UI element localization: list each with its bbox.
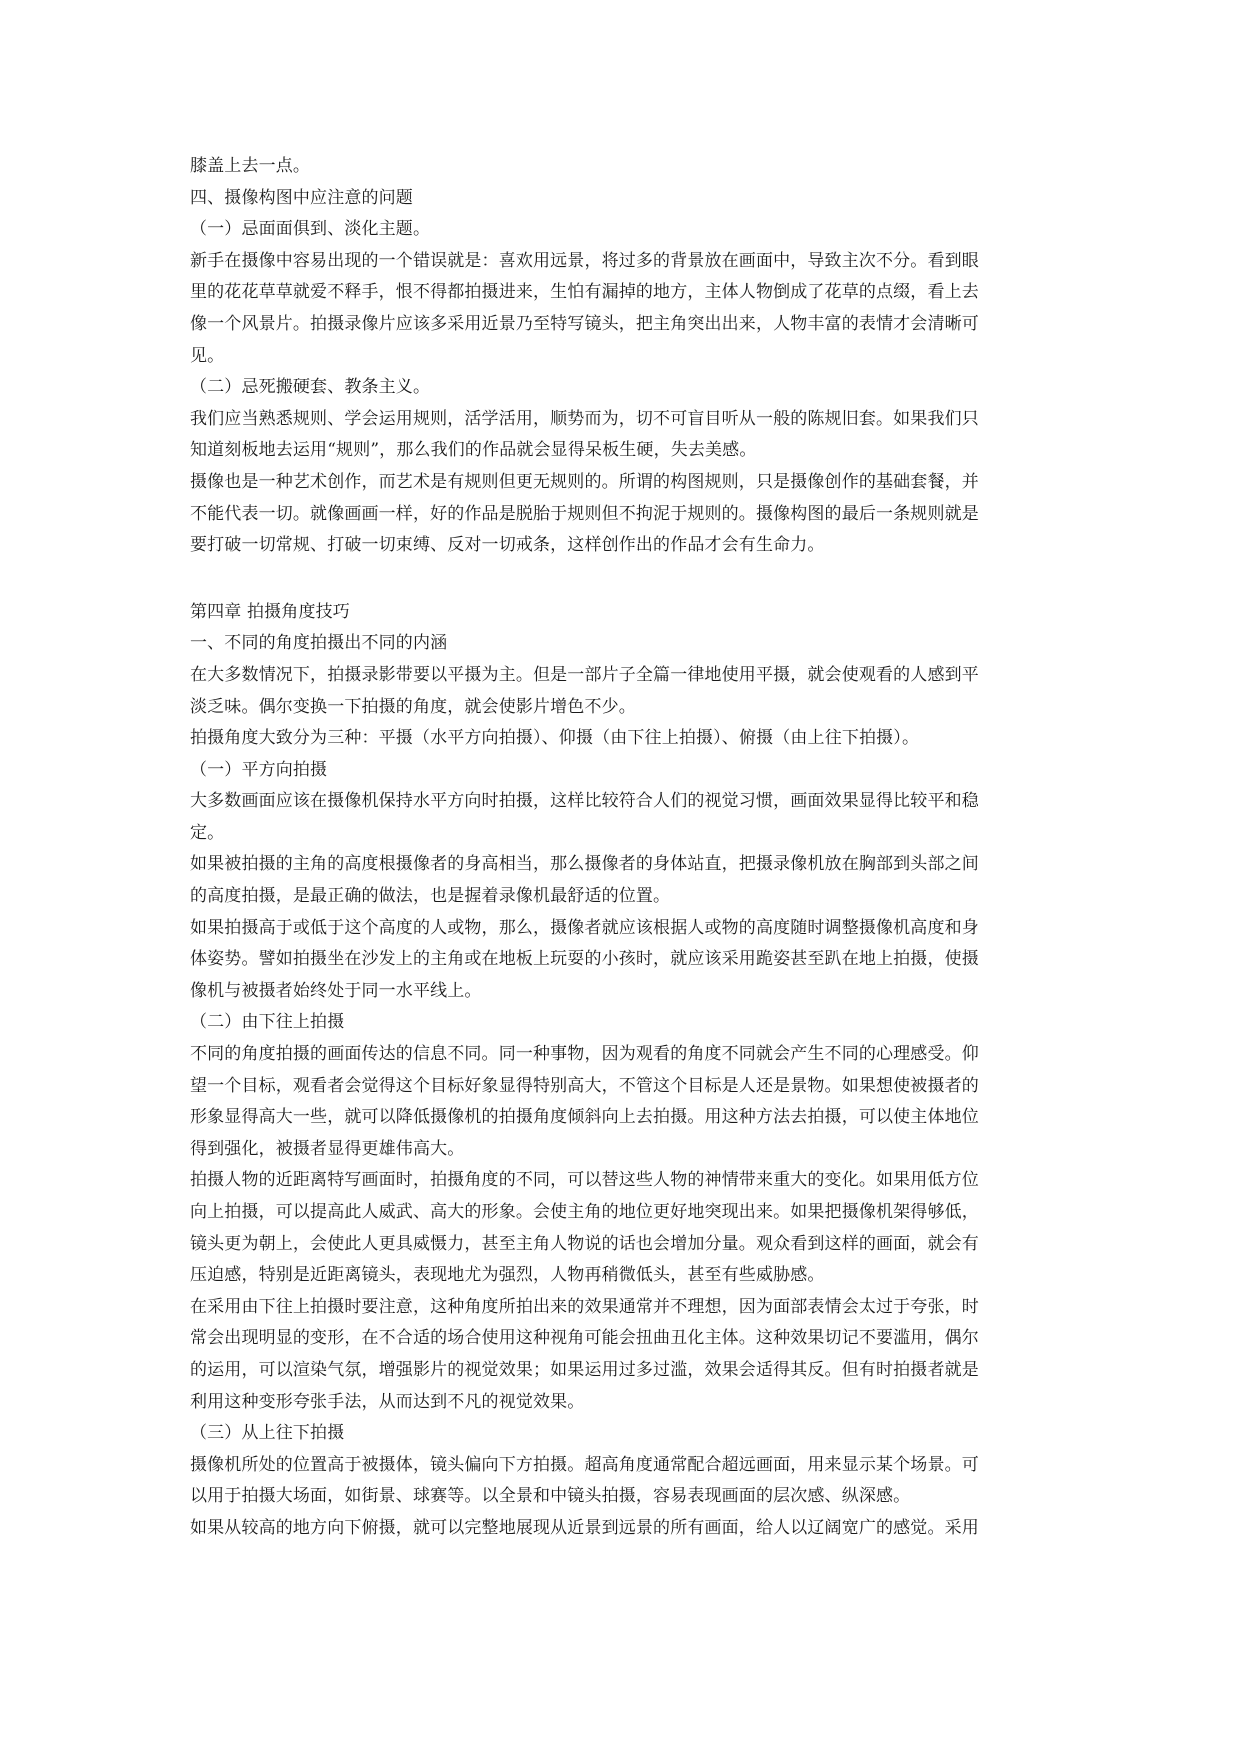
text-line: （二）由下往上拍摄 — [190, 1012, 345, 1033]
text-line: 淡乏味。偶尔变换一下拍摄的角度，就会使影片增色不少。 — [190, 696, 636, 717]
text-line: 的运用，可以渲染气氛，增强影片的视觉效果；如果运用过多过滥，效果会适得其反。但有时拍摄者就是 — [190, 1359, 979, 1380]
document-page — [190, 151, 1058, 1545]
text-line: 在采用由下往上拍摄时要注意，这种角度所拍出来的效果通常并不理想，因为面部表情会太过于夸张，时 — [190, 1296, 979, 1317]
text-line: 膝盖上去一点。 — [190, 156, 311, 176]
text-line: 拍摄角度大致分为三种：平摄（水平方向拍摄）、仰摄（由下往上拍摄）、俯摄（由上往下拍摄）。 — [190, 728, 920, 749]
text-line: 见。 — [190, 345, 225, 366]
text-line: 四、摄像构图中应注意的问题 — [190, 187, 413, 208]
text-line: 知道刻板地去运用“规则”，那么我们的作品就会显得呆板生硬，失去美感。 — [190, 440, 757, 461]
text-section-composition — [190, 151, 1058, 562]
text-line: （三）从上往下拍摄 — [190, 1423, 345, 1444]
text-line: 镜头更为朝上，会使此人更具威慑力，甚至主角人物说的话也会增加分量。观众看到这样的画面，就会有 — [190, 1233, 979, 1254]
text-line: 第四章 拍摄角度技巧 — [190, 601, 350, 622]
text-line: 如果被拍摄的主角的高度根摄像者的身高相当，那么摄像者的身体站直，把摄录像机放在胸部到头部之间 — [190, 854, 979, 875]
text-line: 定。 — [190, 822, 225, 843]
text-line: 大多数画面应该在摄像机保持水平方向时拍摄，这样比较符合人们的视觉习惯，画面效果显得比较平和稳 — [190, 791, 979, 812]
text-line: 望一个目标，观看者会觉得这个目标好象显得特别高大，不管这个目标是人还是景物。如果想使被摄者的 — [190, 1075, 979, 1096]
text-line: 体姿势。譬如拍摄坐在沙发上的主角或在地板上玩耍的小孩时，就应该采用跪姿甚至趴在地上拍摄，使摄 — [190, 949, 979, 970]
text-line: 形象显得高大一些，就可以降低摄像机的拍摄角度倾斜向上去拍摄。用这种方法去拍摄，可以使主体地位 — [190, 1107, 979, 1128]
text-section-shooting-angle — [190, 597, 1058, 1545]
text-line: （二）忌死搬硬套、教条主义。 — [190, 377, 431, 398]
text-line: 如果拍摄高于或低于这个高度的人或物，那么，摄像者就应该根据人或物的高度随时调整摄像机高度和身 — [190, 917, 979, 938]
text-line: 得到强化，被摄者显得更雄伟高大。 — [190, 1138, 465, 1159]
section-gap — [190, 562, 1058, 597]
text-line: 像一个风景片。拍摄录像片应该多采用近景乃至特写镜头，把主角突出出来，人物丰富的表情才会清晰可 — [190, 313, 979, 334]
text-line: 利用这种变形夸张手法，从而达到不凡的视觉效果。 — [190, 1391, 585, 1412]
text-line: 在大多数情况下，拍摄录影带要以平摄为主。但是一部片子全篇一律地使用平摄，就会使观看的人感到平 — [190, 664, 979, 685]
text-line: 一、不同的角度拍摄出不同的内涵 — [190, 633, 448, 654]
text-line: （一）忌面面俱到、淡化主题。 — [190, 219, 431, 240]
text-line: 向上拍摄，可以提高此人威武、高大的形象。会使主角的地位更好地突现出来。如果把摄像机架得够低， — [190, 1202, 979, 1222]
text-line: 要打破一切常规、打破一切束缚、反对一切戒条，这样创作出的作品才会有生命力。 — [190, 535, 825, 556]
text-line: 摄像机所处的位置高于被摄体，镜头偏向下方拍摄。超高角度通常配合超远画面，用来显示某个场景。可 — [190, 1454, 979, 1475]
text-line: 的高度拍摄，是最正确的做法，也是握着录像机最舒适的位置。 — [190, 886, 671, 907]
text-line: 摄像也是一种艺术创作，而艺术是有规则但更无规则的。所谓的构图规则，只是摄像创作的基础套餐，并 — [190, 471, 979, 492]
text-line: 压迫感，特别是近距离镜头，表现地尤为强烈，人物再稍微低头，甚至有些威胁感。 — [190, 1265, 825, 1286]
text-line: 里的花花草草就爱不释手，恨不得都拍摄进来，生怕有漏掉的地方，主体人物倒成了花草的点缀，看上去 — [190, 282, 979, 303]
text-line: 不同的角度拍摄的画面传达的信息不同。同一种事物，因为观看的角度不同就会产生不同的心理感受。仰 — [190, 1044, 979, 1065]
text-line: （一）平方向拍摄 — [190, 759, 328, 780]
text-line: 不能代表一切。就像画画一样，好的作品是脱胎于规则但不拘泥于规则的。摄像构图的最后一条规则就是 — [190, 503, 979, 524]
text-line: 新手在摄像中容易出现的一个错误就是：喜欢用远景，将过多的背景放在画面中，导致主次不分。看到眼 — [190, 250, 979, 271]
text-line: 常会出现明显的变形，在不合适的场合使用这种视角可能会扭曲丑化主体。这种效果切记不要滥用，偶尔 — [190, 1328, 979, 1349]
text-line: 像机与被摄者始终处于同一水平线上。 — [190, 980, 482, 1001]
text-line: 以用于拍摄大场面，如街景、球赛等。以全景和中镜头拍摄，容易表现画面的层次感、纵深感。 — [190, 1486, 911, 1507]
text-line: 我们应当熟悉规则、学会运用规则，活学活用，顺势而为，切不可盲目听从一般的陈规旧套。如果我们只 — [190, 408, 979, 429]
text-line: 如果从较高的地方向下俯摄，就可以完整地展现从近景到远景的所有画面，给人以辽阔宽广的感觉。采用 — [190, 1517, 979, 1538]
text-line: 拍摄人物的近距离特写画面时，拍摄角度的不同，可以替这些人物的神情带来重大的变化。如果用低方位 — [190, 1170, 979, 1191]
